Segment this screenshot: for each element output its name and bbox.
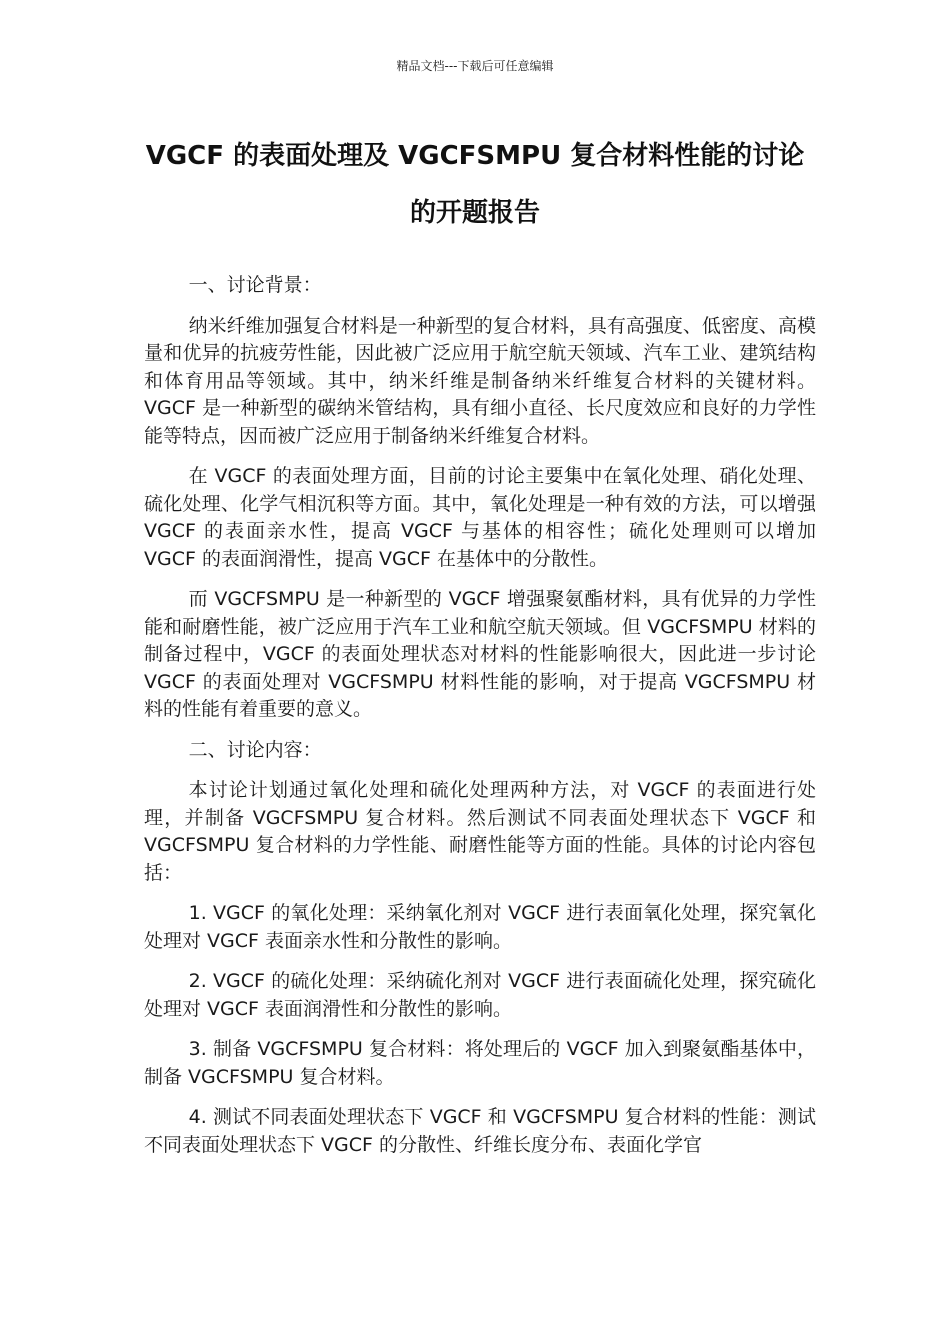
paragraph-background-3: 而 VGCFSMPU 是一种新型的 VGCF 增强聚氨酯材料，具有优异的力学性能和耐磨性能，被广泛应用于汽车工业和航空航天领域。但 VGCFSMPU 材料的制备过程中，VGCF 的表面处理状态对材料的性能影响很大，因此进一步讨论 VGCF 的表面处理对 VGCFSMPU 材料性能的影响，对于提高 VGCFSMPU 材料的性能有着重要的意义。 — [144, 588, 816, 720]
list-item-testing: 4. 测试不同表面处理状态下 VGCF 和 VGCFSMPU 复合材料的性能：测试不同表面处理状态下 VGCF 的分散性、纤维长度分布、表面化学官 — [144, 1106, 816, 1156]
list-item-oxidation: 1. VGCF 的氧化处理：采纳氧化剂对 VGCF 进行表面氧化处理，探究氧化处理对 VGCF 表面亲水性和分散性的影响。 — [144, 902, 816, 952]
list-item-preparation: 3. 制备 VGCFSMPU 复合材料：将处理后的 VGCF 加入到聚氨酯基体中，制备 VGCFSMPU 复合材料。 — [144, 1038, 816, 1088]
paragraph-background-1: 纳米纤维加强复合材料是一种新型的复合材料，具有高强度、低密度、高模量和优异的抗疲劳性能，因此被广泛应用于航空航天领域、汽车工业、建筑结构和体育用品等领域。其中，纳米纤维是制备纳米纤维复合材料的关键材料。VGCF 是一种新型的碳纳米管结构，具有细小直径、长尺度效应和良好的力学性能等特点，因而被广泛应用于制备纳米纤维复合材料。 — [144, 314, 816, 447]
section-heading-background: 一、讨论背景： — [188, 274, 322, 296]
paragraph-content-intro: 本讨论计划通过氧化处理和硫化处理两种方法，对 VGCF 的表面进行处理，并制备 VGCFSMPU 复合材料。然后测试不同表面处理状态下 VGCF 和 VGCFSMPU 复合材料的力学性能、耐磨性能等方面的性能。具体的讨论内容包括： — [144, 779, 816, 884]
paragraph-background-2: 在 VGCF 的表面处理方面，目前的讨论主要集中在氧化处理、硝化处理、硫化处理、化学气相沉积等方面。其中，氧化处理是一种有效的方法，可以增强 VGCF 的表面亲水性，提高 VGCF 与基体的相容性；硫化处理则可以增加 VGCF 的表面润滑性，提高 VGCF 在基体中的分散性。 — [144, 465, 816, 570]
document-body — [144, 272, 816, 1172]
section-heading-content: 二、讨论内容： — [188, 738, 322, 761]
page-title: VGCF 的表面处理及 VGCFSMPU 复合材料性能的讨论的开题报告 — [145, 141, 805, 228]
list-item-sulfurization: 2. VGCF 的硫化处理：采纳硫化剂对 VGCF 进行表面硫化处理，探究硫化处理对 VGCF 表面润滑性和分散性的影响。 — [144, 970, 816, 1020]
header-note: 精品文档---下载后可任意编辑 — [396, 59, 554, 73]
